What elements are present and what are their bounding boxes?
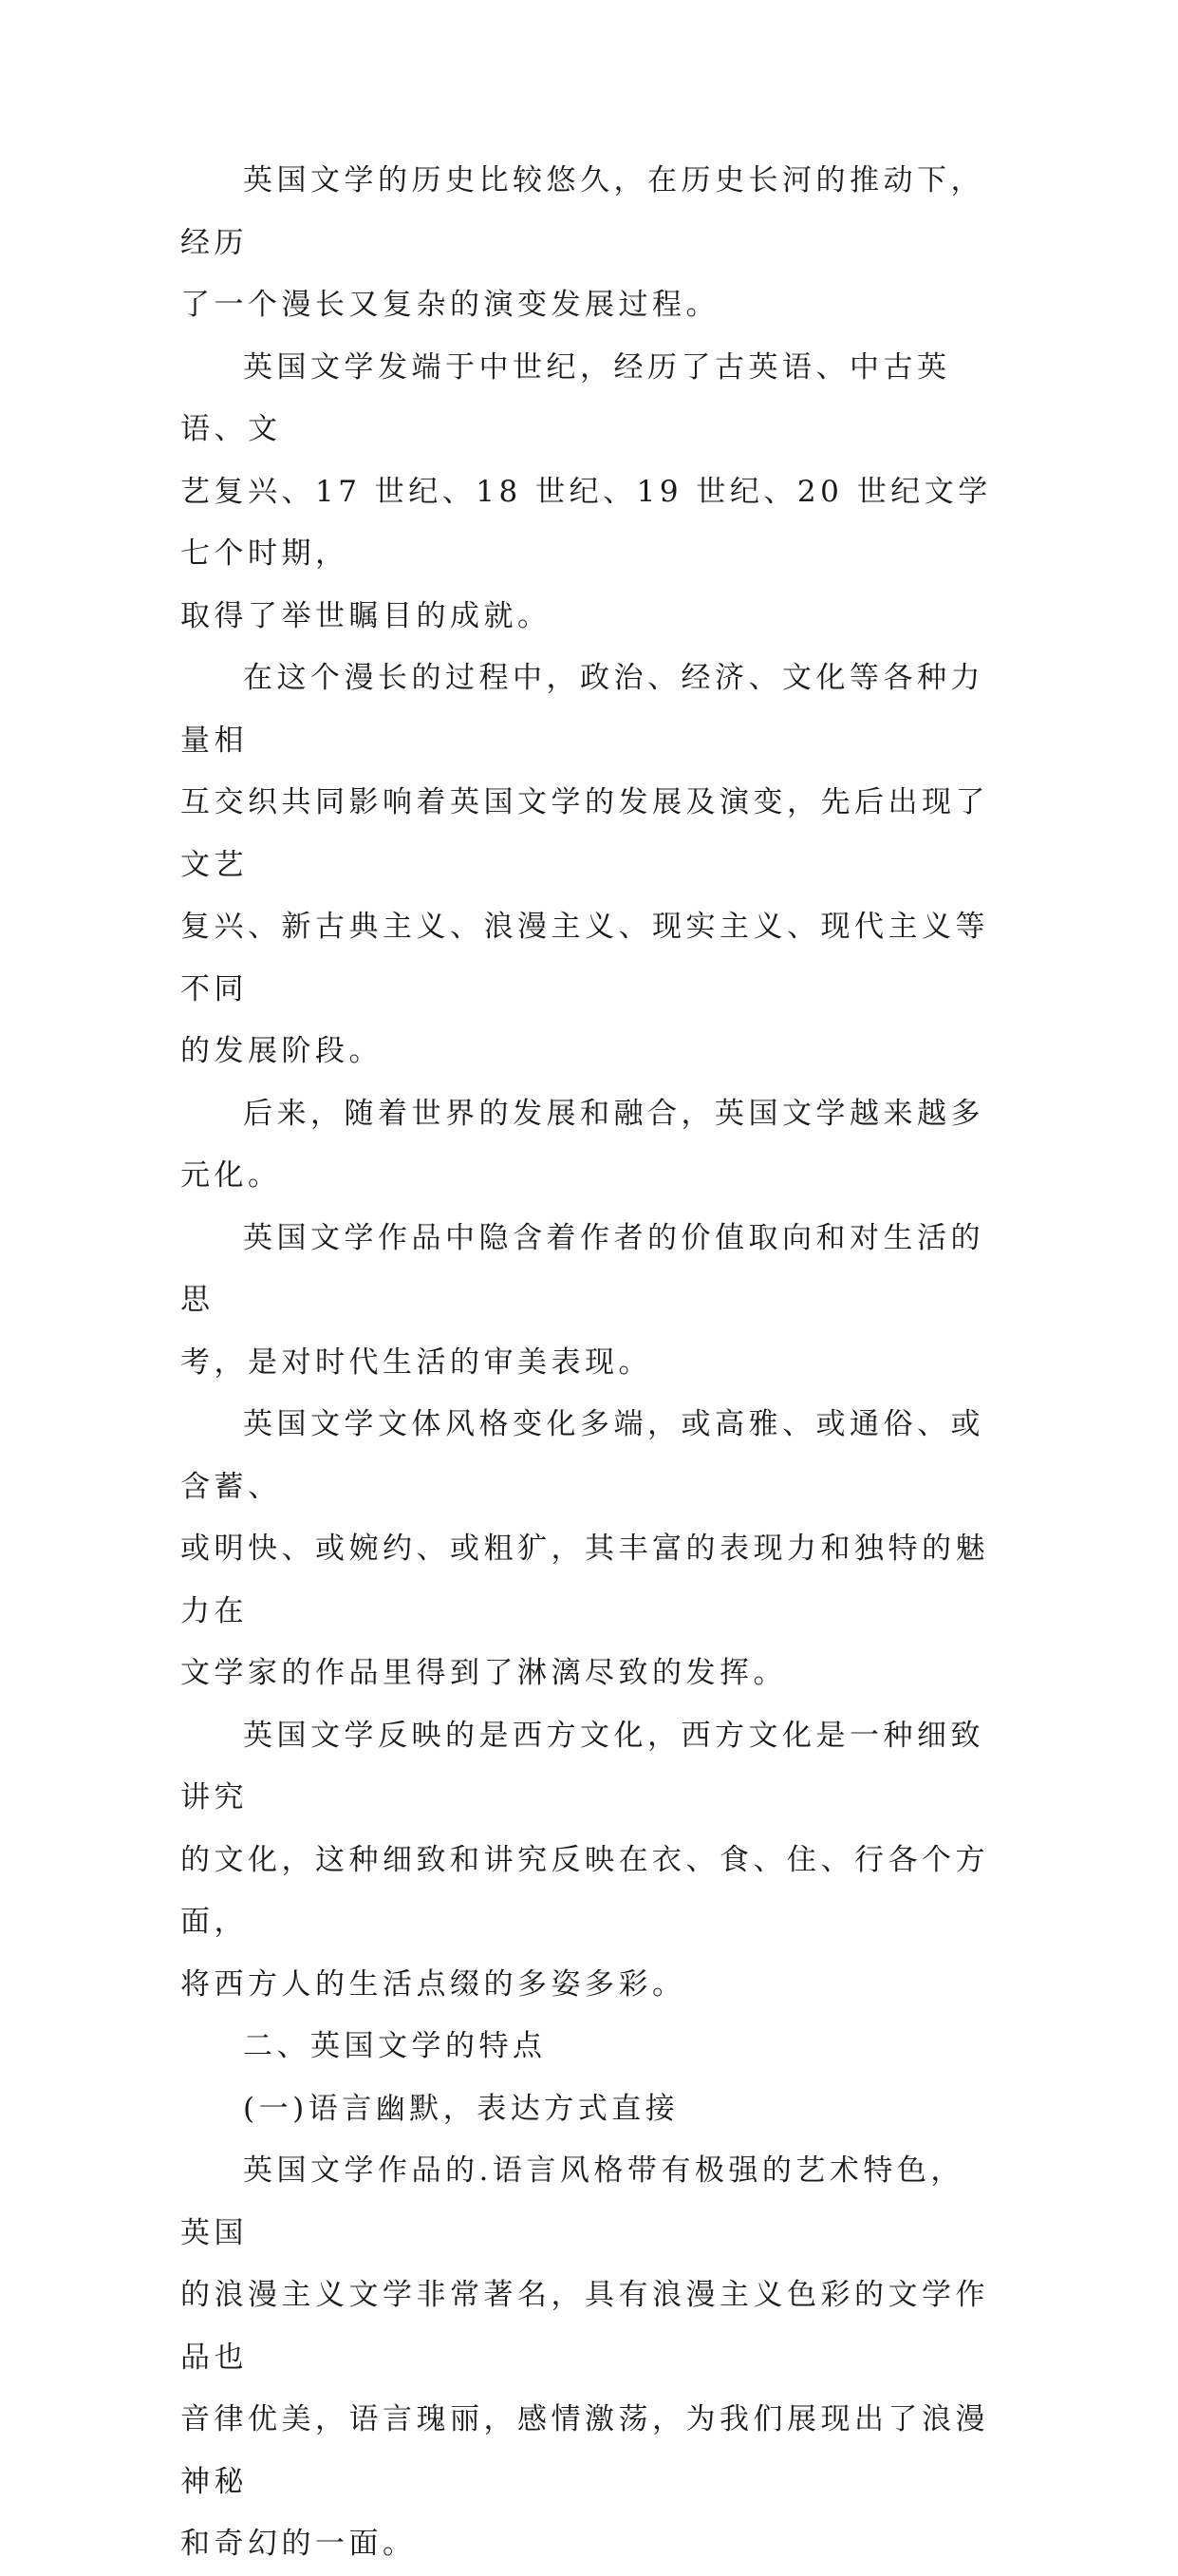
subsection-heading xyxy=(180,2078,997,2141)
paragraph-line: 英国文学发端于中世纪，经历了古英语、中古英语、文 xyxy=(180,349,951,446)
section-heading-text: 二、英国文学的特点 xyxy=(243,2029,547,2063)
paragraph-7 xyxy=(180,1705,997,2017)
paragraph-8 xyxy=(180,2140,997,2576)
paragraph-line: 在这个漫长的过程中，政治、经济、文化等各种力量相 xyxy=(180,661,984,758)
paragraph-line: 文学家的作品里得到了淋漓尽致的发挥。 xyxy=(180,1656,787,1690)
paragraph-line: 考，是对时代生活的审美表现。 xyxy=(180,1344,652,1380)
paragraph-3 xyxy=(180,648,997,1083)
paragraph-4 xyxy=(180,1083,997,1208)
paragraph-line: 将西方人的生活点缀的多姿多彩。 xyxy=(180,1966,686,2002)
paragraph-line: 了一个漫长又复杂的演变发展过程。 xyxy=(180,288,720,322)
paragraph-line: 英国文学作品的.语言风格带有极强的艺术特色，英国 xyxy=(180,2153,964,2250)
paragraph-line: 音律优美，语言瑰丽，感情激荡，为我们展现出了浪漫神秘 xyxy=(180,2402,989,2499)
paragraph-line: 互交织共同影响着英国文学的发展及演变，先后出现了文艺 xyxy=(180,785,989,882)
subsection-heading-text: (一)语言幽默，表达方式直接 xyxy=(243,2091,680,2126)
paragraph-line: 英国文学文体风格变化多端，或高雅、或通俗、或含蓄、 xyxy=(180,1407,984,1504)
paragraph-line: 复兴、新古典主义、浪漫主义、现实主义、现代主义等不同 xyxy=(180,910,989,1006)
paragraph-line: 和奇幻的一面。 xyxy=(180,2527,417,2561)
section-heading xyxy=(180,2016,997,2078)
paragraph-line: 或明快、或婉约、或粗犷，其丰富的表现力和独特的魅力在 xyxy=(180,1532,989,1628)
paragraph-line: 的浪漫主义文学非常著名，具有浪漫主义色彩的文学作品也 xyxy=(180,2278,989,2375)
paragraph-1 xyxy=(180,150,997,337)
paragraph-line: 后来，随着世界的发展和融合，英国文学越来越多元化。 xyxy=(180,1096,984,1193)
paragraph-line: 英国文学作品中隐含着作者的价值取向和对生活的思 xyxy=(180,1220,984,1317)
paragraph-5 xyxy=(180,1208,997,1395)
paragraph-2 xyxy=(180,337,997,649)
paragraph-line: 的文化，这种细致和讲究反映在衣、食、住、行各个方面， xyxy=(180,1842,989,1939)
paragraph-6 xyxy=(180,1394,997,1705)
paragraph-line: 英国文学的历史比较悠久，在历史长河的推动下，经历 xyxy=(180,163,984,260)
paragraph-line: 的发展阶段。 xyxy=(180,1034,383,1068)
paragraph-line: 艺复兴、17 世纪、18 世纪、19 世纪、20 世纪文学七个时期， xyxy=(180,474,992,571)
paragraph-line: 取得了举世瞩目的成就。 xyxy=(180,598,552,633)
document-body xyxy=(180,150,997,2576)
paragraph-line: 英国文学反映的是西方文化，西方文化是一种细致讲究 xyxy=(180,1718,984,1814)
